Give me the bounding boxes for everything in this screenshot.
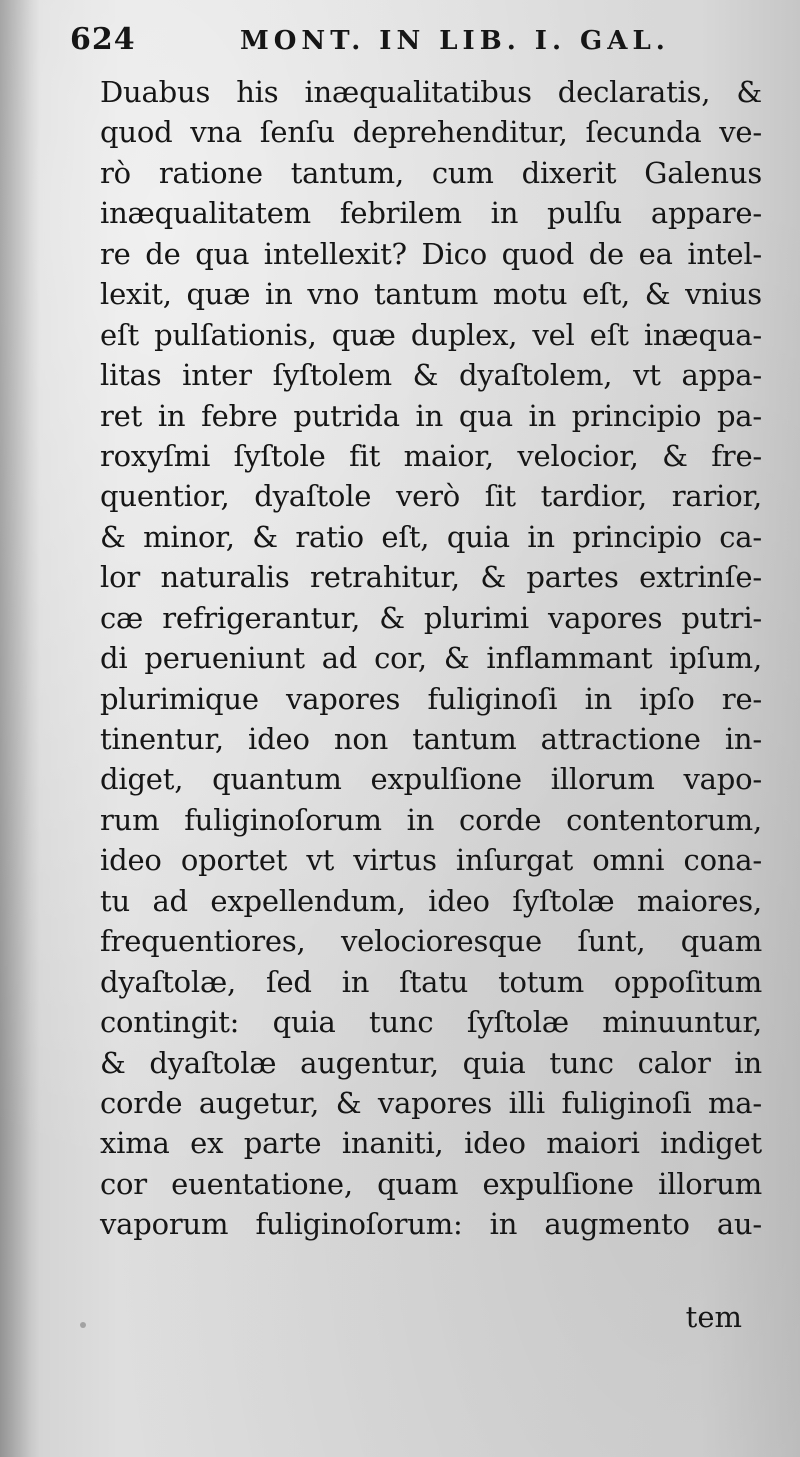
running-title: MONT. IN LIB. I. GAL. bbox=[240, 26, 670, 56]
text-line: cæ refrigerantur, & plurimi vapores putri- bbox=[100, 600, 762, 635]
text-line: eſt pulſationis, quæ duplex, vel eſt inæqua- bbox=[100, 317, 762, 352]
text-line: & dyaſtolæ augentur, quia tunc calor in bbox=[100, 1045, 762, 1080]
text-line: ideo oportet vt virtus inſurgat omni cona- bbox=[100, 843, 762, 878]
text-line: contingit: quia tunc ſyſtolæ minuuntur, bbox=[100, 1005, 762, 1040]
text-line: vaporum fuliginoſorum: in augmento au- bbox=[100, 1207, 762, 1242]
text-line: corde augetur, & vapores illi fuliginoſi ma- bbox=[100, 1085, 762, 1120]
text-line: rum fuliginoſorum in corde contentorum, bbox=[100, 802, 762, 837]
text-line: lor naturalis retrahitur, & partes extrinſe- bbox=[100, 560, 762, 595]
text-line: lexit, quæ in vno tantum motu eſt, & vnius bbox=[100, 277, 762, 312]
text-line: quod vna ſenſu deprehenditur, ſecunda ve- bbox=[100, 115, 762, 150]
body-text bbox=[100, 72, 762, 1245]
text-line: & minor, & ratio eſt, quia in principio ca- bbox=[100, 519, 762, 554]
text-line: dyaſtolæ, ſed in ſtatu totum oppoſitum bbox=[100, 964, 762, 999]
page-number: 624 bbox=[70, 22, 136, 57]
text-line: tinentur, ideo non tantum attractione in- bbox=[100, 722, 762, 756]
text-line: rò ratione tantum, cum dixerit Galenus bbox=[100, 155, 762, 190]
text-line: cor euentatione, quam expulſione illorum bbox=[100, 1166, 762, 1201]
text-line: re de qua intellexit? Dico quod de ea intel- bbox=[100, 236, 762, 271]
text-line: inæqualitatem febrilem in pulſu appare- bbox=[100, 196, 762, 231]
text-line: quentior, dyaſtole verò ſit tardior, rarior, bbox=[100, 479, 762, 514]
spine-shadow bbox=[0, 0, 40, 1457]
ink-speck bbox=[80, 1322, 86, 1328]
text-line: diget, quantum expulſione illorum vapo- bbox=[100, 762, 762, 797]
text-line: ret in febre putrida in qua in principio pa- bbox=[100, 398, 762, 433]
catchword: tem bbox=[685, 1300, 742, 1334]
text-line: xima ex parte inaniti, ideo maiori indiget bbox=[100, 1126, 762, 1161]
text-line: Duabus his inæqualitatibus declaratis, & bbox=[100, 75, 762, 109]
text-line: di perueniunt ad cor, & inflammant ipſum, bbox=[100, 641, 762, 676]
text-line: litas inter ſyſtolem & dyaſtolem, vt appa- bbox=[100, 358, 762, 393]
text-line: roxyſmi ſyſtole fit maior, velocior, & fre- bbox=[100, 438, 762, 473]
text-line: tu ad expellendum, ideo ſyſtolæ maiores, bbox=[100, 883, 762, 918]
text-line: plurimique vapores fuliginoſi in ipſo re- bbox=[100, 681, 762, 716]
page-header bbox=[70, 22, 710, 62]
text-line: frequentiores, velocioresque ſunt, quam bbox=[100, 924, 762, 959]
